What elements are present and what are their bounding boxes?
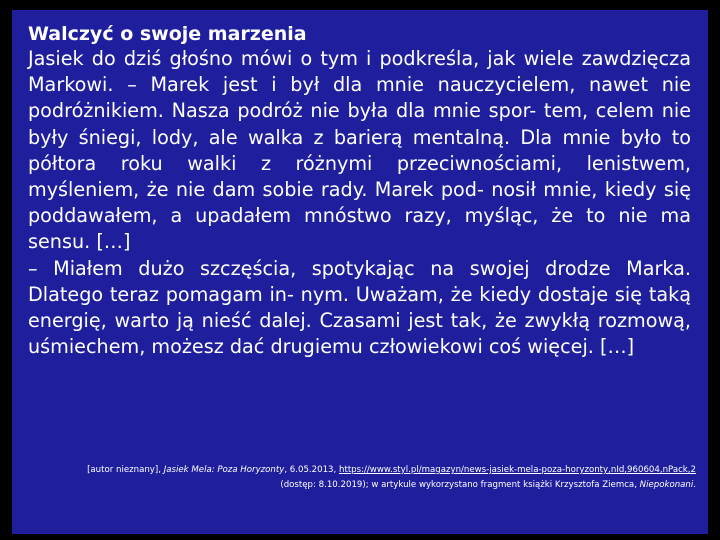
citation-date: , 6.05.2013,	[284, 465, 339, 475]
citation-article-title: Jasiek Mela: Poza Horyzonty	[163, 465, 285, 475]
quote-paragraph-2: – Miałem dużo szczęścia, spotykając na swojej drodze Marka. Dlatego teraz pomagam in- nym. Uważam, że kiedy dostaje się taką energię, warto ją nieść dalej. Czasami jest tak, że zwykłą rozmową, uśmiechem, możesz dać drugiemu człowiekowi coś więcej. […]	[28, 256, 691, 359]
citation-link[interactable]: https://www.styl.pl/magazyn/news-jasiek-mela-poza-horyzonty,nId,960604,nPack,2	[339, 465, 696, 475]
citation-line-1	[36, 463, 696, 478]
source-citation	[36, 463, 696, 493]
citation-line-2	[36, 478, 696, 493]
slide-title: Walczyć o swoje marzenia	[28, 23, 307, 45]
citation-end: .	[693, 480, 696, 490]
citation-access: (dostęp: 8.10.2019); w artykule wykorzystano fragment książki Krzysztofa Ziemca,	[280, 480, 640, 490]
slide	[12, 10, 708, 534]
slide-content	[28, 22, 691, 360]
citation-book-title: Niepokonani	[639, 480, 694, 490]
citation-author: [autor nieznany],	[87, 465, 164, 475]
quote-paragraph-1: Jasiek do dziś głośno mówi o tym i podkreśla, jak wiele zawdzięcza Markowi. – Marek jest i był dla mnie nauczycielem, nawet nie podróżnikiem. Nasza podróż nie była dla mnie spor- tem, celem nie były śniegi, lody, ale walka z barierą mentalną. Dla mnie było to półtora roku walki z różnymi przeciwnościami, lenistwem, myśleniem, że nie dam sobie rady. Marek pod- nosił mnie, kiedy się poddawałem, a upadałem mnóstwo razy, myśląc, że to nie ma sensu. […]	[28, 47, 691, 254]
